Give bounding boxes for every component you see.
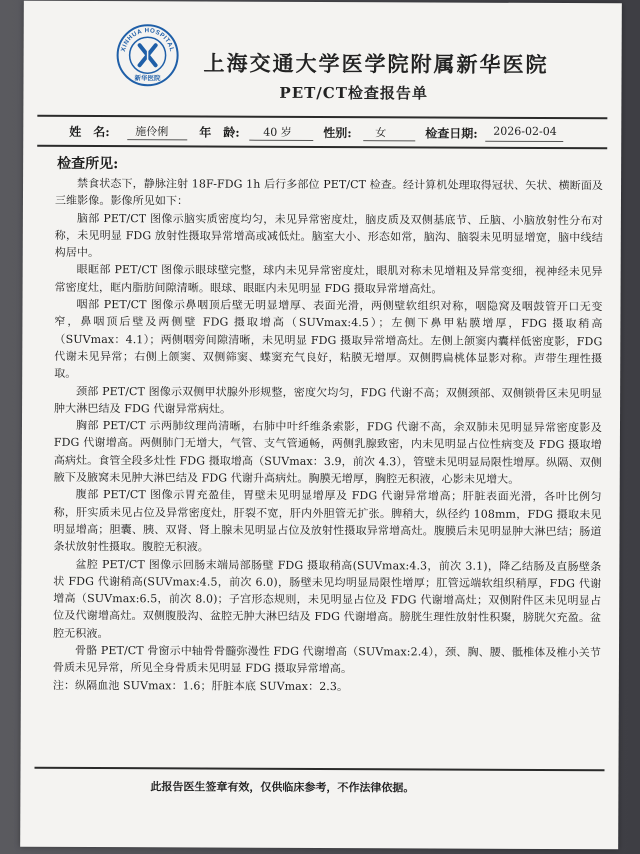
date-underline [485, 141, 563, 142]
age-value: 40 岁 [263, 125, 292, 139]
name-value: 施伶俐 [135, 125, 169, 139]
findings-body [53, 175, 603, 696]
name-underline [127, 139, 187, 140]
findings-paragraph-neck: 颈部 PET/CT 图像示双侧甲状腺外形规整，密度欠均匀，FDG 代谢不高；双侧颈部、双侧锁骨区未见明显肿大淋巴结及 FDG 代谢异常病灶。 [54, 384, 603, 416]
findings-paragraph-pelvis: 盆腔 PET/CT 图像示回肠末端局部肠壁 FDG 摄取稍高(SUVmax:4.3，前次 3.1)，降乙结肠及直肠壁条状 FDG 代谢稍高(SUVmax:4.5，前次 6.0)，肠壁未见均明显局限性增厚；肛管远端软组织稍厚，FDG 代谢增高（SUVmax:6.5，前次 8.0)；子宫形态规则，未见明显占位及 FDG 代谢增高灶；双侧附件区未见明显占位及代谢增高灶。双侧腹股沟、盆腔无肿大淋巴结及 FDG 代谢增高。膀胱生理性放射性积聚，膀胱欠充盈。盆腔无积液。 [53, 557, 602, 640]
date-value: 2026-02-04 [493, 124, 557, 139]
date-label: 检查日期: [425, 126, 478, 141]
age-underline [249, 140, 313, 141]
hospital-logo-icon [115, 23, 179, 87]
hospital-name: 上海交通大学医学院附属新华医院 [203, 50, 549, 77]
report-paper [20, 1, 622, 850]
age-label: 年 龄: [199, 125, 240, 140]
logo-text-bottom: 新华医院 [134, 74, 161, 83]
findings-paragraph-intro: 禁食状态下，静脉注射 18F-FDG 1h 后行多部位 PET/CT 检查。经计算机处理取得冠状、矢状、横断面及三维影像。影像所见如下： [54, 176, 604, 208]
findings-paragraph-pharynx: 咽部 PET/CT 图像示鼻咽顶后壁无明显增厚、表面光滑，两侧壁软组织对称，咽隐窝及咽鼓管开口无变窄，鼻咽顶后壁及两侧壁 FDG 摄取增高（SUVmax:4.5）；左侧下鼻甲粘膜增厚，FDG 摄取稍高（SUVmax：4.1）；两侧咽旁间隙清晰，未见明显 FDG 摄取异常增高灶。左侧上颌窦内囊样低密度影，FDG 代谢未见异常；右侧上颌窦、双侧筛窦、蝶窦充气良好，粘膜无增厚。双侧腭扁桃体显影对称。声带生理性摄取。 [54, 298, 603, 381]
findings-note: 注：纵隔血池 SUVmax：1.6；肝脏本底 SUVmax：2.3。 [52, 678, 349, 693]
sex-label: 性别: [323, 126, 352, 141]
footer-rule [34, 767, 604, 771]
findings-heading: 检查所见: [57, 155, 119, 173]
sex-underline [363, 140, 415, 141]
footer-disclaimer: 此报告医生签章有效，仅供临床参考，不作法律依据。 [150, 780, 415, 795]
findings-paragraph-bone: 骨骼 PET/CT 骨窗示中轴骨骨髓弥漫性 FDG 代谢增高（SUVmax:2.4），颈、胸、腰、骶椎体及椎小关节骨质未见异常，所见全身骨质未见明显 FDG 摄取异常增高。 [52, 643, 602, 676]
findings-paragraph-abdomen: 腹部 PET/CT 图像示胃充盈佳，胃壁未见明显增厚及 FDG 代谢异常增高；肝脏表面光滑，各叶比例匀称，肝实质未见占位及异常密度灶，肝裂不宽，肝内外胆管无扩张。脾稍大，纵径约 108mm，FDG 摄取未见明显增高；胆囊、胰、双肾、肾上腺未见明显占位及放射性摄取异常增高灶。腹膜后未见明显肿大淋巴结；肠道条状放射性摄取。腹腔无积液。 [53, 488, 602, 554]
findings-paragraph-brain: 脑部 PET/CT 图像示脑实质密度均匀，未见异常密度灶，脑皮质及双侧基底节、丘脑、小脑放射性分布对称，未见明显 FDG 放射性摄取异常增高或减低灶。脑室大小、形态如常，脑沟、脑裂未见明显增宽，脑中线结构居中。 [54, 211, 603, 260]
logo-text-top: XINHUA HOSPITAL [119, 27, 176, 53]
findings-paragraph-orbit: 眼眶部 PET/CT 图像示眼球壁完整，球内未见异常密度灶，眼肌对称未见增粗及异常变细，视神经未见异常密度灶，眶内脂肪间隙清晰。眼球、眼眶内未见明显 FDG 摄取异常增高灶。 [54, 263, 603, 296]
findings-paragraph-chest: 胸部 PET/CT 示两肺纹理尚清晰，右肺中叶纤维条索影，FDG 代谢不高，余双肺未见明显异常密度影及 FDG 代谢增高。两侧肺门无增大，气管、支气管通畅，两侧乳腺致密，内未见明显占位性病变及 FDG 摄取增高病灶。食管全段多灶性 FDG 摄取增高（SUVmax：3.9，前次 4.3），管壁未见明显局限性增厚。纵隔、双侧腋下及腋窝未见肿大淋巴结及 FDG 代谢升高病灶。胸膜无增厚，胸腔无积液，心影未见增大。 [53, 419, 603, 486]
report-title: PET/CT检查报告单 [279, 83, 428, 103]
sex-value: 女 [375, 126, 387, 140]
name-label: 姓 名: [69, 124, 110, 140]
